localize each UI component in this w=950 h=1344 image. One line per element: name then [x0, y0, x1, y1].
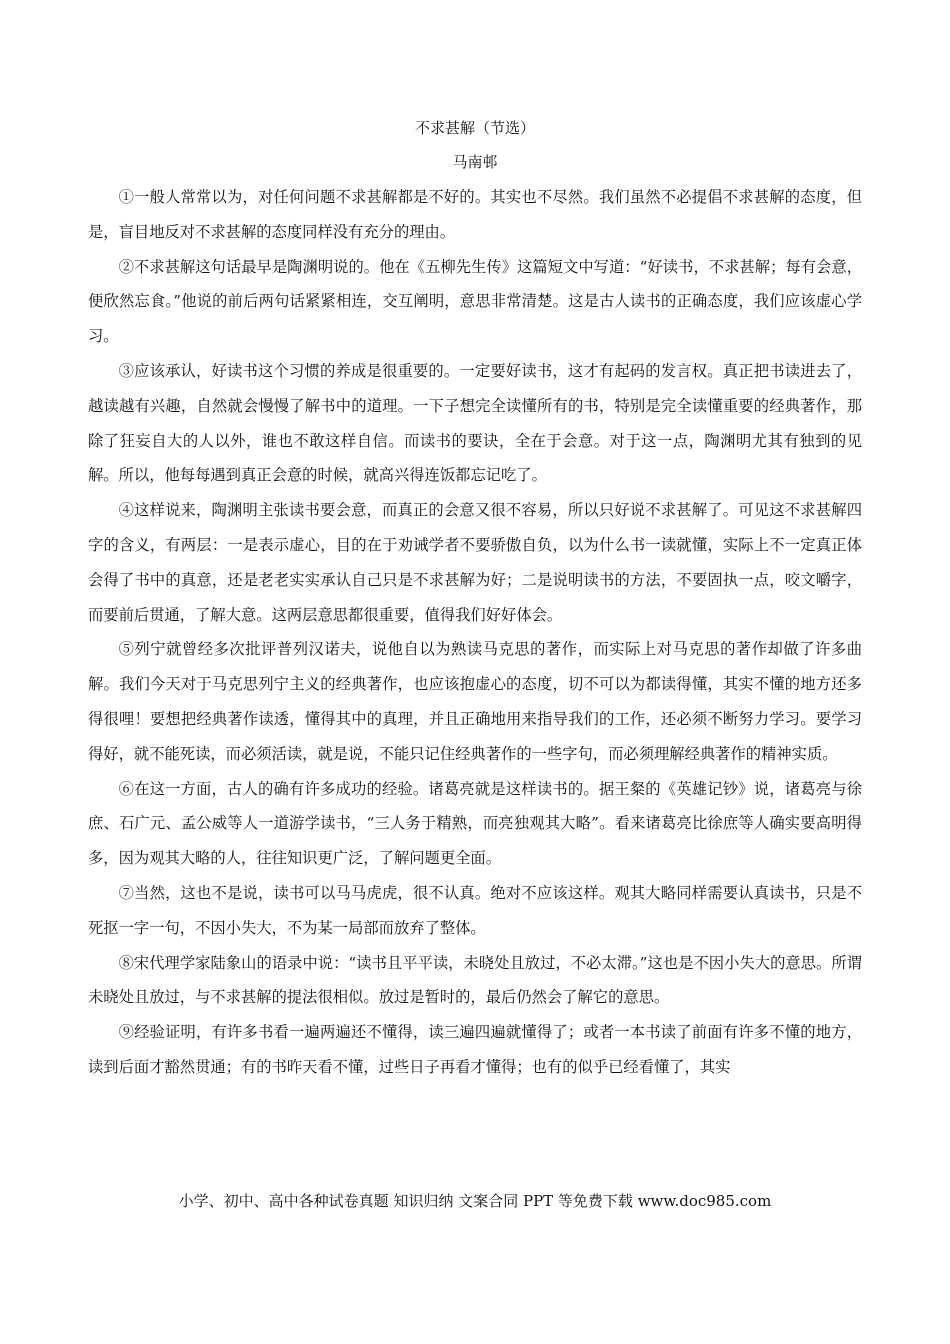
paragraph-5: ⑤列宁就曾经多次批评普列汉诺夫，说他自以为熟读马克思的著作，而实际上对马克思的著作却做了许多曲解。我们今天对于马克思列宁主义的经典著作，也应该抱虚心的态度，切不可以为都读得懂，其实不懂的地方还多得很哩！要想把经典著作读透，懂得其中的真理，并且正确地用来指导我们的工作，还必须不断努力学习。要学习得好，就不能死读，而必须活读，就是说，不能只记住经典著作的一些字句，而必须理解经典著作的精神实质。	[88, 640, 862, 763]
article-title: 不求甚解（节选）	[414, 119, 535, 137]
page-footer: 小学、初中、高中各种试卷真题 知识归纳 文案合同 PPT 等免费下载 www.doc985.com	[178, 1192, 772, 1210]
article-body	[88, 180, 862, 1085]
paragraph-6: ⑥在这一方面，古人的确有许多成功的经验。诸葛亮就是这样读书的。据王粲的《英雄记钞》说，诸葛亮与徐庶、石广元、孟公威等人一道游学读书，“三人务于精熟，而亮独观其大略”。看来诸葛亮比徐庶等人确实要高明得多，因为观其大略的人，往往知识更广泛，了解问题更全面。	[88, 779, 862, 868]
paragraph-8: ⑧宋代理学家陆象山的语录中说：“读书且平平读，未晓处且放过，不必太滞。”这也是不因小失大的意思。所谓未晓处且放过，与不求甚解的提法很相似。放过是暂时的，最后仍然会了解它的意思。	[88, 953, 862, 1007]
paragraph-4: ④这样说来，陶渊明主张读书要会意，而真正的会意又很不容易，所以只好说不求甚解了。可见这不求甚解四字的含义，有两层：一是表示虚心，目的在于劝诫学者不要骄傲自负，以为什么书一读就懂，实际上不一定真正体会得了书中的真意，还是老老实实承认自己只是不求甚解为好；二是说明读书的方法，不要固执一点，咬文嚼字，而要前后贯通，了解大意。这两层意思都很重要，值得我们好好体会。	[88, 501, 862, 624]
article-author: 马南邨	[452, 153, 498, 171]
paragraph-2: ②不求甚解这句话最早是陶渊明说的。他在《五柳先生传》这篇短文中写道：“好读书，不求甚解；每有会意，便欣然忘食。”他说的前后两句话紧紧相连，交互阐明，意思非常清楚。这是古人读书的正确态度，我们应该虚心学习。	[88, 257, 862, 346]
paragraph-1: ①一般人常常以为，对任何问题不求甚解都是不好的。其实也不尽然。我们虽然不必提倡不求甚解的态度，但是，盲目地反对不求甚解的态度同样没有充分的理由。	[88, 188, 862, 241]
paragraph-7: ⑦当然，这也不是说，读书可以马马虎虎，很不认真。绝对不应该这样。观其大略同样需要认真读书，只是不死抠一字一句，不因小失大，不为某一局部而放弃了整体。	[88, 883, 862, 937]
paragraph-9: ⑨经验证明，有许多书看一遍两遍还不懂得，读三遍四遍就懂得了；或者一本书读了前面有许多不懂的地方，读到后面才豁然贯通；有的书昨天看不懂，过些日子再看才懂得；也有的似乎已经看懂了，其实	[88, 1023, 862, 1076]
paragraph-3: ③应该承认，好读书这个习惯的养成是很重要的。一定要好读书，这才有起码的发言权。真正把书读进去了，越读越有兴趣，自然就会慢慢了解书中的道理。一下子想完全读懂所有的书，特别是完全读懂重要的经典著作，那除了狂妄自大的人以外，谁也不敢这样自信。而读书的要诀，全在于会意。对于这一点，陶渊明尤其有独到的见解。所以，他每每遇到真正会意的时候，就高兴得连饭都忘记吃了。	[88, 361, 862, 485]
